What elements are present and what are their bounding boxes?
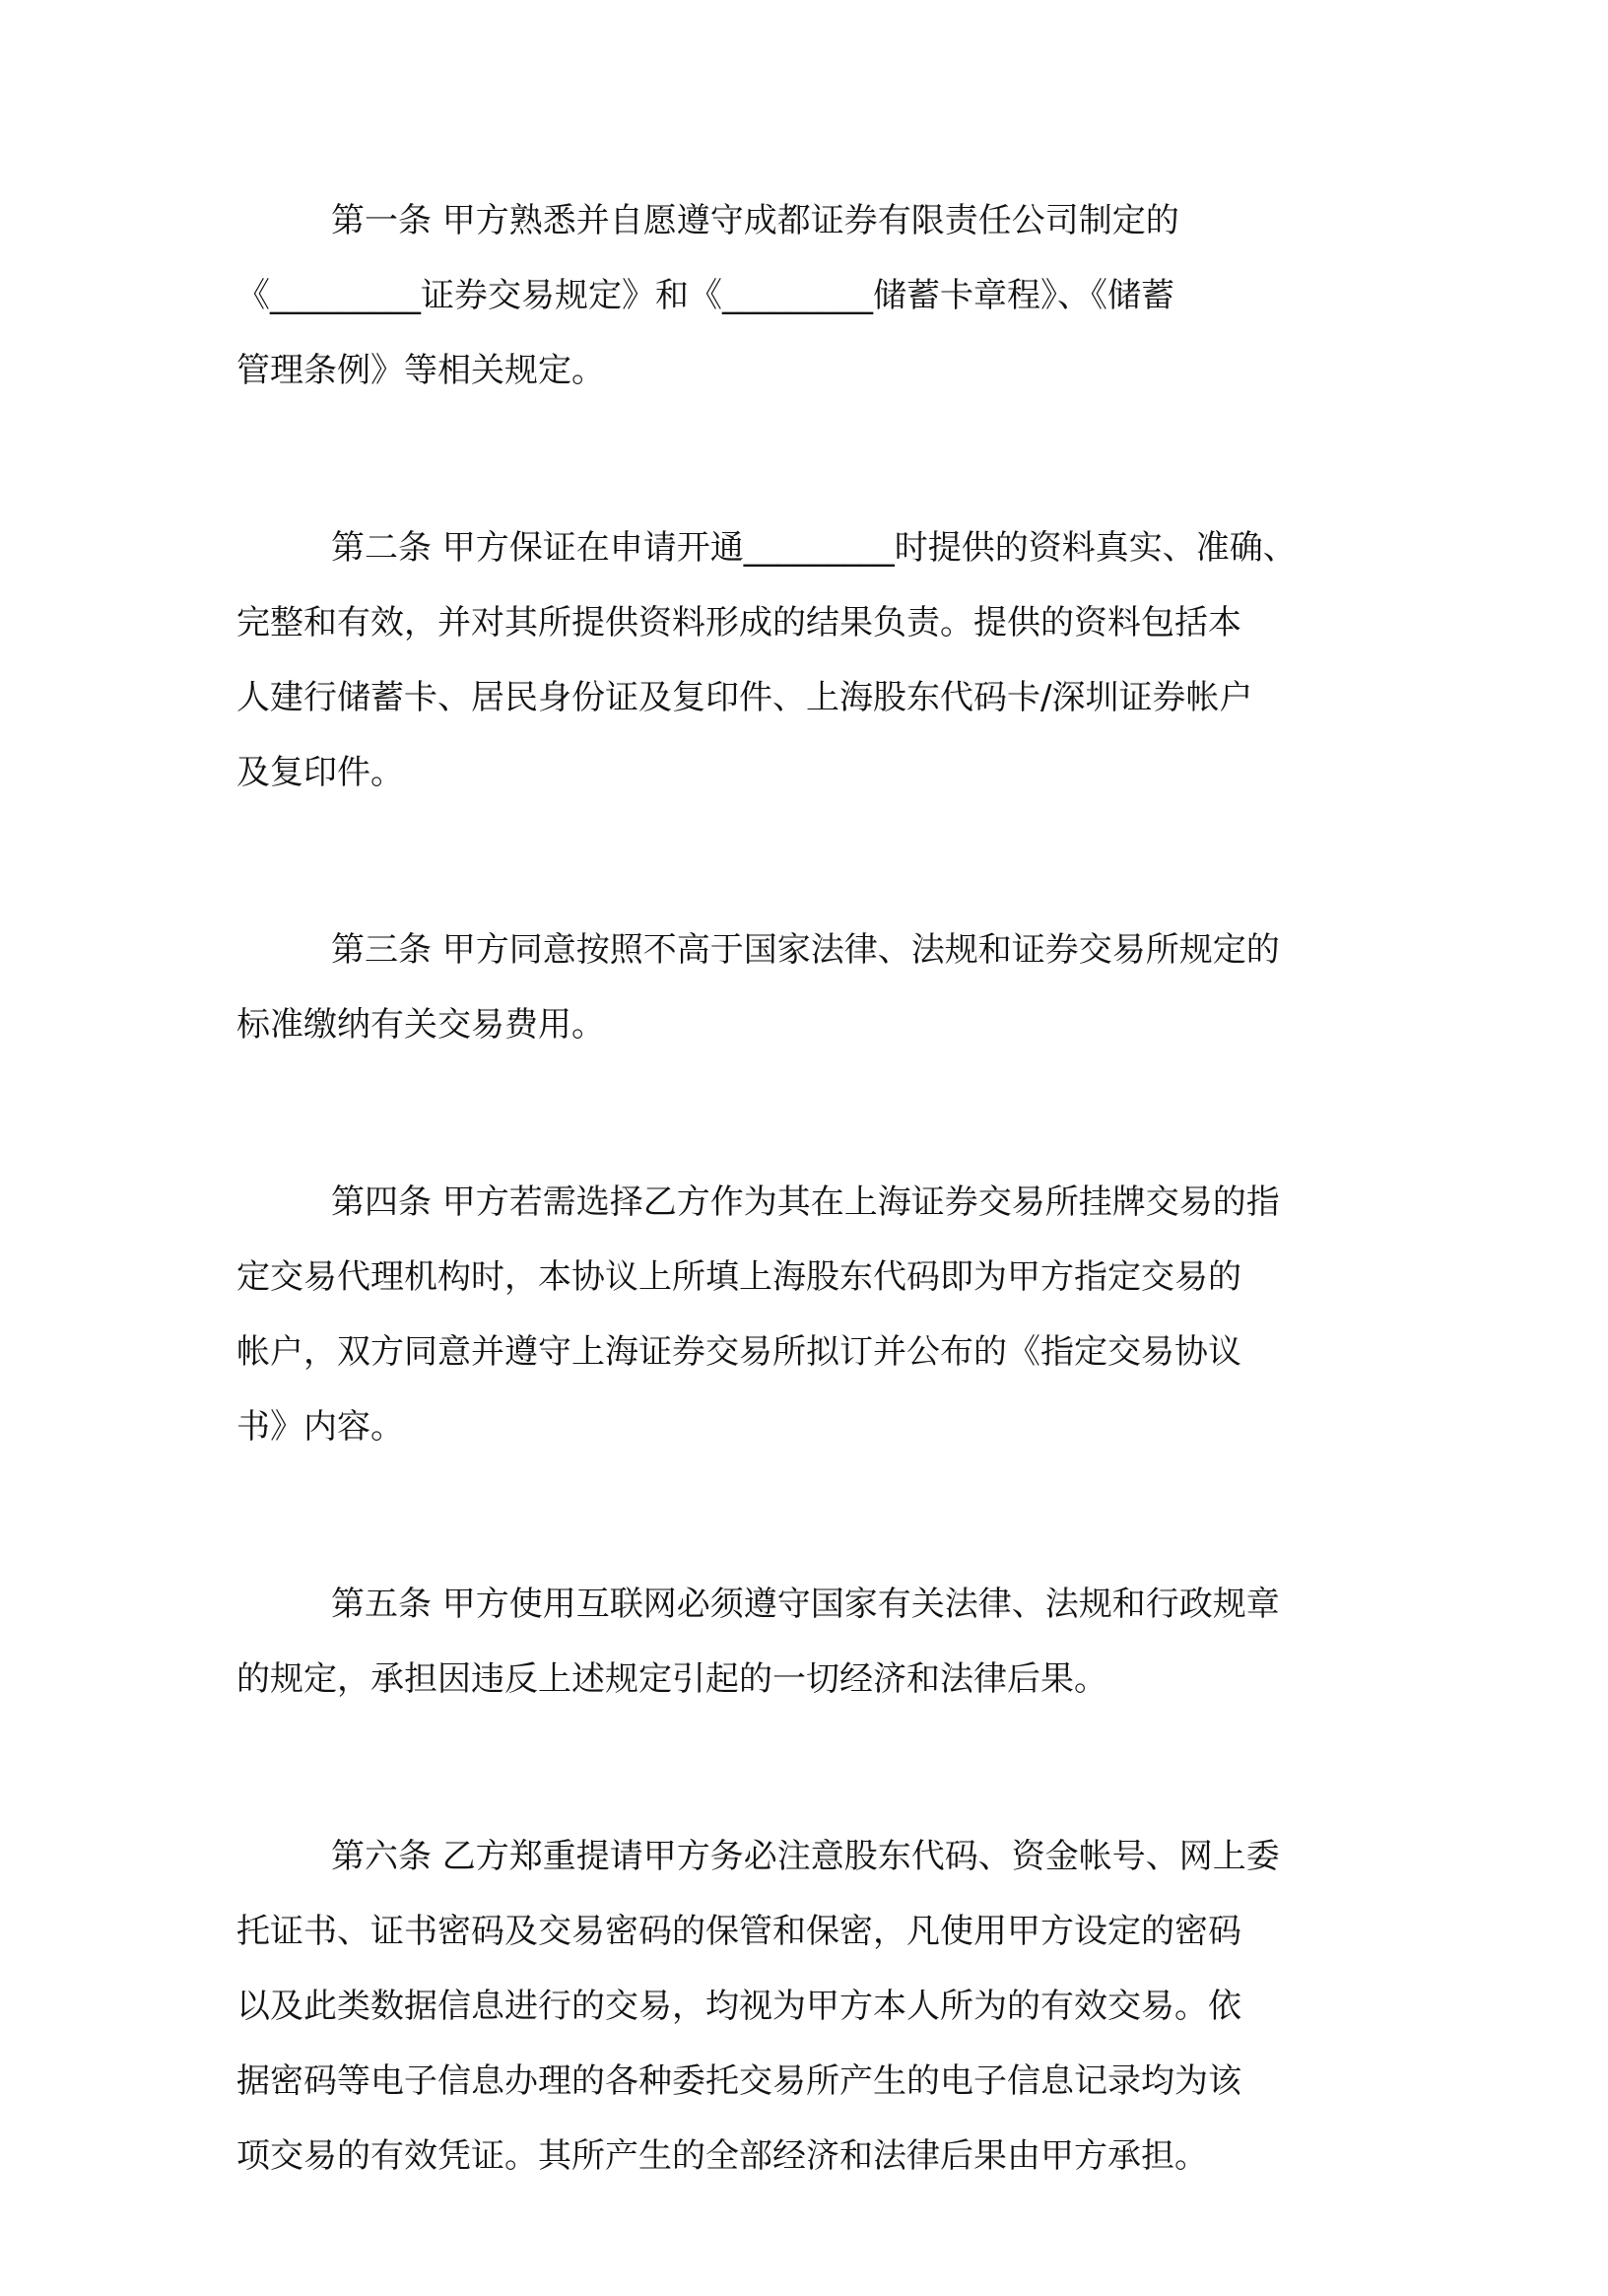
clause-line: 人建行储蓄卡、居民身份证及复印件、上海股东代码卡/深圳证券帐户 [236,678,1253,717]
clause-5 [236,1567,1399,1717]
clause-line: 第三条 甲方同意按照不高于国家法律、法规和证券交易所规定的 [331,930,1280,970]
clause-line: 第五条 甲方使用互联网必须遵守国家有关法律、法规和行政规章 [331,1585,1280,1624]
clause-line: 第二条 甲方保证在申请开通_________时提供的资料真实、准确、 [331,528,1297,568]
clause-1 [236,183,1399,408]
clause-line: 项交易的有效凭证。其所产生的全部经济和法律后果由甲方承担。 [236,2136,1208,2176]
clause-line: 第一条 甲方熟悉并自愿遵守成都证券有限责任公司制定的 [331,201,1179,240]
document-body [236,183,1399,2296]
clause-line: 帐户，双方同意并遵守上海证券交易所拟订并公布的《指定交易协议 [236,1332,1241,1372]
clause-line: 第六条 乙方郑重提请甲方务必注意股东代码、资金帐号、网上委 [331,1837,1280,1876]
clause-line: 书》内容。 [236,1407,404,1447]
clause-line: 据密码等电子信息办理的各种委托交易所产生的电子信息记录均为该 [236,2061,1241,2101]
clause-line: 《_________证券交易规定》和《_________储蓄卡章程》、《储蓄 [236,276,1174,315]
clause-3 [236,912,1399,1062]
clause-line: 及复印件。 [236,753,404,792]
clause-line: 管理条例》等相关规定。 [236,351,605,390]
clause-line: 第四条 甲方若需选择乙方作为其在上海证券交易所挂牌交易的指 [331,1182,1280,1222]
clause-line: 标准缴纳有关交易费用。 [236,1005,605,1045]
clause-2 [236,510,1399,810]
clause-line: 定交易代理机构时，本协议上所填上海股东代码即为甲方指定交易的 [236,1257,1241,1297]
clause-line: 以及此类数据信息进行的交易，均视为甲方本人所为的有效交易。依 [236,1987,1241,2026]
clause-line: 托证书、证书密码及交易密码的保管和保密，凡使用甲方设定的密码 [236,1912,1241,1951]
clause-6 [236,1819,1399,2194]
clause-line: 的规定，承担因违反上述规定引起的一切经济和法律后果。 [236,1659,1107,1699]
clause-line: 完整和有效，并对其所提供资料形成的结果负责。提供的资料包括本 [236,603,1241,642]
clause-4 [236,1165,1399,1464]
